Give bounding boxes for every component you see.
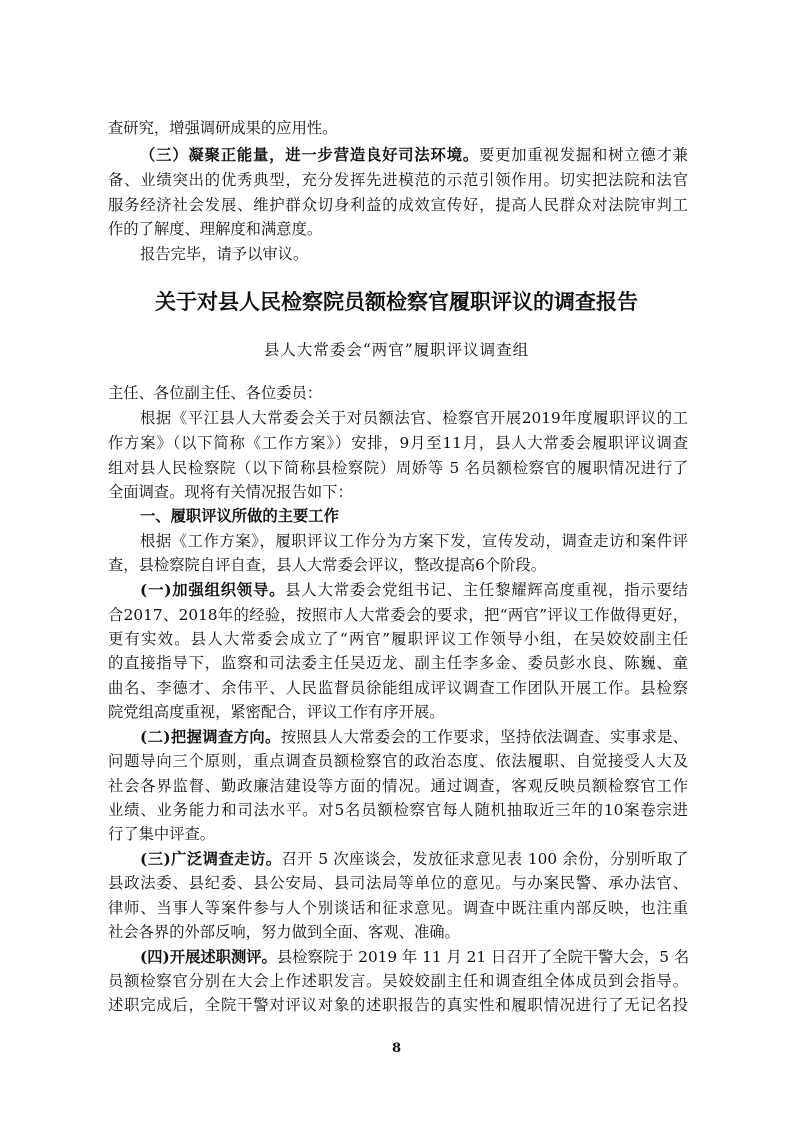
text-line: [140, 727, 688, 747]
line-text: 律师、当事人等案件参与人个别谈话和征求意见。调查中既注重内部反映，也注重: [108, 899, 688, 917]
text-line: [108, 482, 688, 502]
report-title: 关于对县人民检察院员额检察官履职评议的调查报告: [155, 290, 638, 314]
text-line: [108, 433, 688, 453]
report-subtitle: 县人大常委会“两官”履职评议调查组: [263, 341, 530, 359]
line-text: 召开 5 次座谈会，发放征求意见表 100 余份，分别听取了: [281, 850, 688, 868]
line-text: 备、业绩突出的优秀典型，充分发挥先进模范的示范引领作用。切实把法院和法官: [108, 171, 688, 189]
text-line: [108, 195, 688, 215]
line-text: 述职完成后，全院干警对评议对象的述职报告的真实性和履职情况进行了无记名投: [108, 996, 688, 1014]
line-text: 全面调查。现将有关情况报告如下：: [108, 483, 353, 501]
bold-lead: （三）凝聚正能量，进一步营造良好司法环境。: [140, 146, 479, 164]
line-text: 行了集中评查。: [108, 825, 216, 843]
text-line: [108, 629, 688, 649]
text-line: [108, 995, 688, 1015]
text-line: [108, 776, 688, 796]
text-line: [108, 118, 688, 138]
bold-lead: (一)加强组织领导。: [140, 581, 286, 599]
text-line: [108, 219, 688, 239]
text-line: [140, 580, 688, 600]
text-line: [140, 506, 688, 526]
text-line: [140, 531, 688, 551]
text-line: [108, 605, 688, 625]
page-number: 8: [391, 1041, 402, 1056]
line-text: 作的了解度、理解度和满意度。: [108, 220, 323, 238]
text-line: [140, 244, 688, 264]
line-text: 按照县人大常委会的工作要求，坚持依法调查、实事求是、: [280, 728, 688, 746]
text-line: [140, 849, 688, 869]
line-text: 社会各界的外部反响，努力做到全面、客观、准确。: [108, 923, 460, 941]
text-line: [108, 751, 688, 771]
line-text: 服务经济社会发展、维护群众切身利益的成效宣传好，提高人民群众对法院审判工: [108, 196, 688, 214]
line-text: 县人大常委会党组书记、主任黎耀辉高度重视，指示要结: [285, 581, 688, 599]
line-text: 组对县人民检察院（以下简称县检察院）周娇等 5 名员额检察官的履职情况进行了: [108, 459, 688, 477]
text-line: [108, 555, 688, 575]
line-text: 院党组高度重视，紧密配合，评议工作有序开展。: [108, 703, 445, 721]
line-text: 曲名、李德才、余伟平、人民监督员徐能组成评议调查工作团队开展工作。县检察: [108, 679, 688, 697]
line-text: 查，县检察院自评自查，县人大常委会评议，整改提高6个阶段。: [108, 556, 547, 574]
line-text: 根据《平江县人大常委会关于对员额法官、检察官开展2019年度履职评议的工: [140, 409, 688, 427]
line-text: 要更加重视发掘和树立德才兼: [478, 146, 688, 164]
text-line: [108, 898, 688, 918]
text-line: [108, 824, 688, 844]
line-text: 报告完毕，请予以审议。: [140, 245, 309, 263]
line-text: 更有实效。县人大常委会成立了“两官”履职评议工作领导小组，在吴姣姣副主任: [108, 630, 688, 648]
text-line: [108, 922, 688, 942]
text-line: [108, 971, 688, 991]
bold-lead: (四)开展述职测评。: [140, 948, 277, 966]
text-line: [140, 947, 688, 967]
text-line: [108, 383, 688, 403]
line-text: 查研究，增强调研成果的应用性。: [108, 119, 338, 137]
section-heading: 一、履职评议所做的主要工作: [140, 507, 339, 525]
line-text: 合2017、2018年的经验，按照市人大常委会的要求，把“两官”评议工作做得更好，: [108, 606, 688, 624]
line-text: 根据《工作方案》，履职评议工作分为方案下发，宣传发动，调查走访和案件评: [140, 532, 688, 550]
line-text: 县政法委、县纪委、县公安局、县司法局等单位的意见。与办案民警、承办法官、: [108, 874, 688, 892]
line-text: 主任、各位副主任、各位委员：: [108, 384, 323, 402]
text-line: [108, 170, 688, 190]
text-line: [140, 408, 688, 428]
line-text: 员额检察官分别在大会上作述职发言。吴姣姣副主任和调查组全体成员到会指导。: [108, 972, 688, 990]
text-line: [108, 800, 688, 820]
line-text: 县检察院于 2019 年 11 月 21 日召开了全院干警大会，5 名: [276, 948, 690, 966]
bold-lead: (二)把握调查方向。: [140, 728, 281, 746]
text-line: [108, 873, 688, 893]
text-line: [108, 678, 688, 698]
line-text: 业绩、业务能力和司法水平。对5名员额检察官每人随机抽取近三年的10案卷宗进: [108, 801, 688, 819]
text-line: [108, 653, 688, 673]
text-line: [108, 458, 688, 478]
line-text: 问题导向三个原则，重点调查员额检察官的政治态度、依法履职、自觉接受人大及: [108, 752, 688, 770]
line-text: 社会各界监督、勤政廉洁建设等方面的情况。通过调查，客观反映员额检察官工作: [108, 777, 688, 795]
line-text: 作方案》（以下简称《工作方案》）安排，9月至11月，县人大常委会履职评议调查: [108, 434, 688, 452]
text-line: [108, 702, 688, 722]
line-text: 的直接指导下，监察和司法委主任吴迈龙、副主任李多金、委员彭水良、陈巍、童: [108, 654, 688, 672]
text-line: [140, 145, 688, 165]
bold-lead: (三)广泛调查走访。: [140, 850, 282, 868]
